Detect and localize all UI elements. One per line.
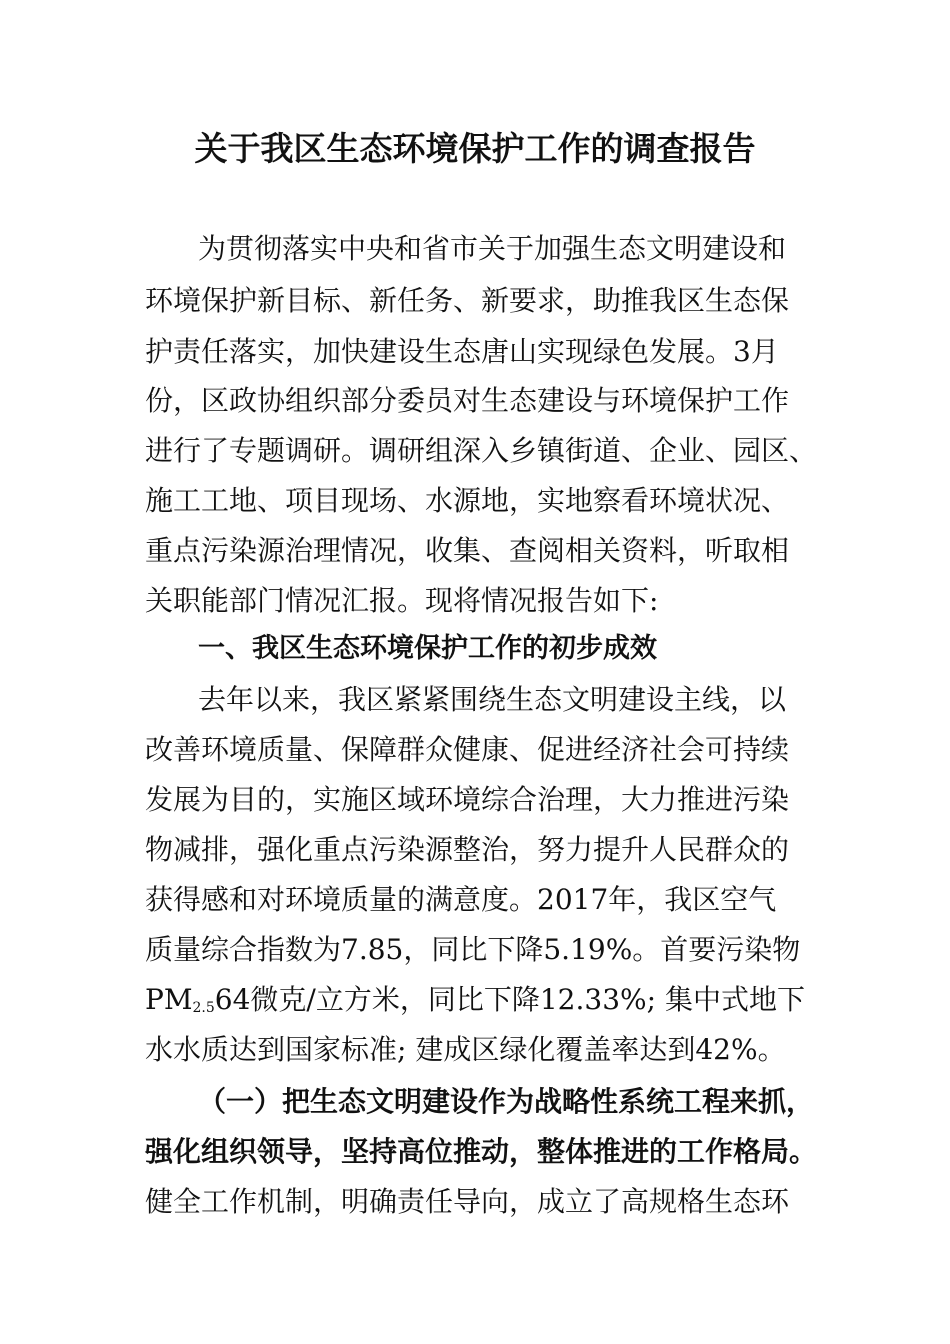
paragraph-line: 为贯彻落实中央和省市关于加强生态文明建设和 — [198, 232, 787, 265]
subsection-heading: （一）把生态文明建设作为战略性系统工程来抓， — [198, 1085, 815, 1118]
paragraph-line: 质量综合指数为7.85，同比下降5.19%。首要污染物 — [145, 933, 801, 966]
paragraph-line: 获得感和对环境质量的满意度。2017年，我区空气 — [145, 883, 777, 916]
paragraph-line: 进行了专题调研。调研组深入乡镇街道、企业、园区、 — [145, 434, 818, 467]
document-title: 关于我区生态环境保护工作的调查报告 — [194, 129, 756, 168]
paragraph-line: 重点污染源治理情况，收集、查阅相关资料，听取相 — [145, 534, 790, 567]
pm25-line — [145, 980, 825, 1020]
subsection-heading: 强化组织领导，坚持高位推动，整体推进的工作格局。 — [145, 1135, 818, 1168]
paragraph-line: 物减排，强化重点污染源整治，努力提升人民群众的 — [145, 833, 790, 866]
paragraph-line: 水水质达到国家标准; 建成区绿化覆盖率达到42%。 — [145, 1033, 786, 1066]
paragraph-line: 关职能部门情况汇报。现将情况报告如下: — [145, 584, 659, 617]
paragraph-line: 发展为目的，实施区域环境综合治理，大力推进污染 — [145, 783, 790, 816]
pm-prefix: PM — [145, 983, 193, 1016]
paragraph-line: 改善环境质量、保障群众健康、促进经济社会可持续 — [145, 733, 790, 766]
paragraph-line: 施工工地、项目现场、水源地，实地察看环境状况、 — [145, 484, 790, 517]
paragraph-line: 护责任落实，加快建设生态唐山实现绿色发展。3月 — [145, 335, 779, 368]
section-heading: 一、我区生态环境保护工作的初步成效 — [198, 633, 657, 664]
paragraph-line: 去年以来，我区紧紧围绕生态文明建设主线，以 — [198, 683, 787, 716]
pm-subscript: 2.5 — [192, 1000, 215, 1016]
paragraph-line: 份，区政协组织部分委员对生态建设与环境保护工作 — [145, 384, 790, 417]
paragraph-line: 健全工作机制，明确责任导向，成立了高规格生态环 — [145, 1185, 790, 1218]
paragraph-line: 环境保护新目标、新任务、新要求，助推我区生态保 — [145, 284, 790, 317]
pm-rest: 64微克/立方米，同比下降12.33%; 集中式地下 — [214, 983, 805, 1016]
